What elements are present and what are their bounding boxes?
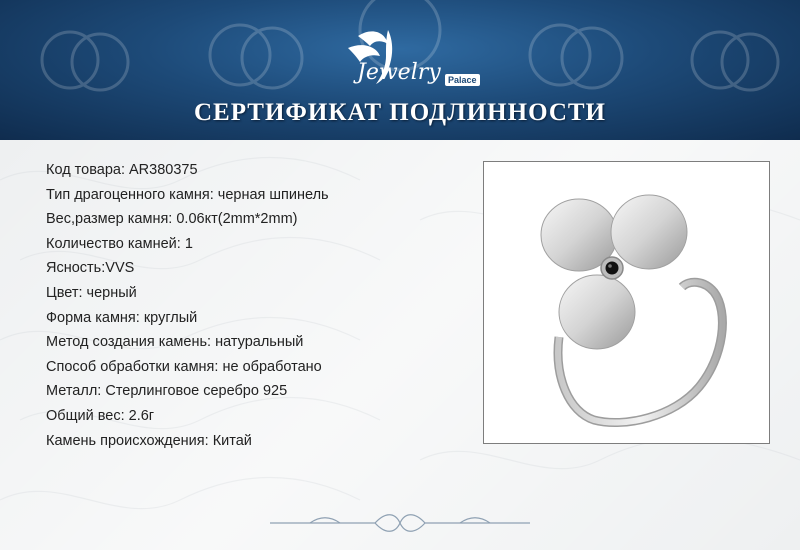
ornament-divider (250, 508, 550, 538)
spec-item-origin: Камень происхождения: Китай (46, 432, 252, 449)
spec-item-gem-type: Тип драгоценного камня: черная шпинель (46, 186, 329, 203)
spec-item-clarity: Ясность:VVS (46, 260, 135, 277)
spec-item-color: Цвет: черный (46, 284, 137, 301)
spec-list (46, 158, 329, 453)
spec-item-stone-count: Количество камней: 1 (46, 235, 193, 252)
spec-item-total-weight: Общий вес: 2.6г (46, 407, 155, 424)
spec-item-creation-method: Метод создания камень: натуральный (46, 334, 304, 351)
spec-item-metal: Металл: Стерлинговое серебро 925 (46, 383, 288, 400)
header-banner (0, 0, 800, 140)
brand-name: Jewelry (357, 60, 441, 85)
brand-badge: Palace (445, 74, 480, 86)
spec-item-treatment: Способ обработки камня: не обработано (46, 358, 322, 375)
spec-item-weight: Вес,размер камня: 0.06кт(2mm*2mm) (46, 211, 298, 228)
product-photo-frame (483, 161, 770, 444)
spec-item-shape: Форма камня: круглый (46, 309, 198, 326)
page-title: СЕРТИФИКАТ ПОДЛИННОСТИ (194, 99, 606, 126)
ring-photo-icon (484, 162, 769, 443)
spec-item-sku: Код товара: AR380375 (46, 162, 198, 178)
